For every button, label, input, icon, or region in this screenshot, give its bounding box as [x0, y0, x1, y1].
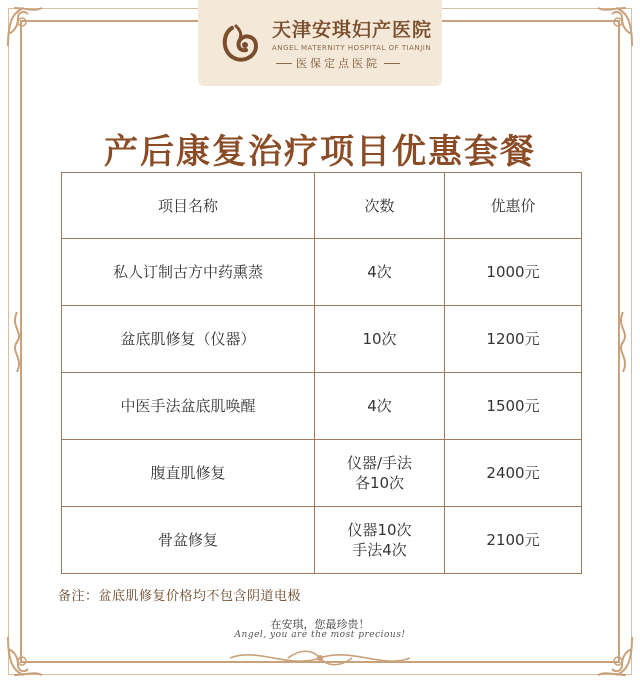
item-name-cell: 腹直肌修复 [62, 440, 315, 507]
corner-ornament-icon [590, 4, 636, 50]
price-cell: 1500元 [445, 373, 582, 440]
header-price: 优惠价 [445, 173, 582, 239]
item-name-cell: 私人订制古方中药熏蒸 [62, 239, 315, 306]
item-name-cell: 中医手法盆底肌唤醒 [62, 373, 315, 440]
table-row [62, 306, 582, 373]
side-ornament-icon [10, 312, 24, 372]
hospital-subtitle-text: 医保定点医院 [296, 57, 380, 70]
count-cell: 4次 [315, 373, 445, 440]
hospital-name: 天津安琪妇产医院 [272, 19, 433, 41]
side-ornament-icon [616, 312, 630, 372]
count-line: 手法4次 [352, 541, 407, 559]
count-line: 仪器/手法 [346, 454, 413, 472]
footnote: 备注：盆底肌修复价格均不包含阴道电极 [58, 589, 302, 604]
price-cell: 1200元 [445, 306, 582, 373]
header-item-name: 项目名称 [62, 173, 315, 239]
price-cell: 2400元 [445, 440, 582, 507]
bottom-ornament-icon [228, 645, 412, 671]
hospital-logo-icon [218, 20, 264, 66]
hospital-subtitle [272, 55, 432, 71]
count-cell: 10次 [315, 306, 445, 373]
count-cell: 4次 [315, 239, 445, 306]
header-count: 次数 [315, 173, 445, 239]
table-row [62, 373, 582, 440]
table-row [62, 507, 582, 574]
table-header-row [62, 173, 582, 239]
price-cell: 1000元 [445, 239, 582, 306]
slogan-english: Angel, you are the most precious! [234, 630, 406, 640]
package-table [61, 172, 582, 574]
table-row [62, 440, 582, 507]
price-cell: 2100元 [445, 507, 582, 574]
page-title: 产后康复治疗项目优惠套餐 [104, 132, 536, 172]
count-line: 仪器10次 [347, 521, 412, 539]
hospital-logo-banner [198, 0, 442, 86]
hospital-name-english: ANGEL MATERNITY HOSPITAL OF TIANJIN [272, 44, 432, 52]
count-cell [315, 440, 445, 507]
count-cell [315, 507, 445, 574]
count-line: 各10次 [354, 474, 405, 492]
slogan-chinese: 在安琪，您最珍贵！ [270, 618, 370, 631]
item-name-cell: 盆底肌修复（仪器） [62, 306, 315, 373]
corner-ornament-icon [4, 4, 50, 50]
table-row [62, 239, 582, 306]
item-name-cell: 骨盆修复 [62, 507, 315, 574]
